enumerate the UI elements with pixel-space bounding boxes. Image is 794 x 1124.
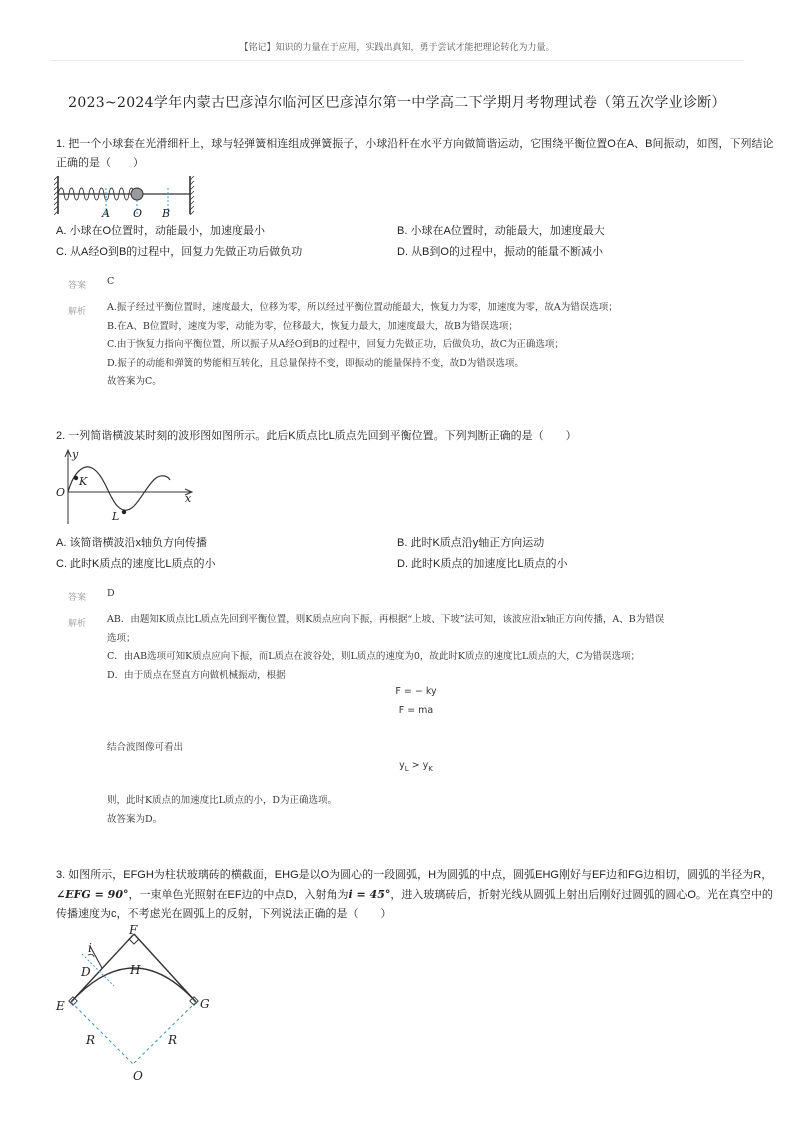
q3-label-H: H [130,963,141,977]
q2-analysis-line: AB．由题知K质点比L质点先回到平衡位置，则K质点应向下振，再根据“上坡、下坡”法可知，该波应沿x轴正方向传播，A、B为错误 [107,614,665,625]
q1-label-A: A [102,207,110,220]
q2-analysis [107,611,747,685]
q3-stem-line2 [56,885,773,905]
q2-label-O: O [56,486,66,499]
q3-label-D: D [81,965,91,979]
q3-angle-expr: ∠EFG = 90° [56,888,129,901]
q1-option-c[interactable]: C. 从A经O到B的过程中，回复力先做正功后做负功 [56,246,303,258]
q2-option-b[interactable]: B. 此时K质点沿y轴正方向运动 [397,537,545,549]
q2-stem: 2. 一列简谐横波某时刻的波形图如图所示。此后K质点比L质点先回到平衡位置。下列判断正确的是（ ） [56,430,577,442]
page-title: 2023~2024学年内蒙古巴彦淖尔临河区巴彦淖尔第一中学高二下学期月考物理试卷（第五次学业诊断） [68,95,726,111]
q1-answer: C [107,276,115,287]
q1-stem [56,135,774,173]
q3-glass-figure [54,924,224,1084]
q2-answer: D [107,588,115,599]
q1-analysis-line: C.由于恢复力指向平衡位置，所以振子从A经O到B的过程中，回复力先做正功，后做负功，故C为正确选项； [107,339,564,350]
q2-wave-figure [54,446,200,526]
q2-formula-3 [0,760,794,773]
q1-option-a[interactable]: A. 小球在O位置时，动能最小，加速度最小 [56,225,266,237]
q2-formula-2: F = ma [398,705,434,716]
q2-analysis-tail [107,792,747,829]
q2-analysis-line: 选项； [107,632,136,644]
q1-label-B: B [162,207,171,220]
q3-stem [56,866,773,924]
q3-stem-line3: 传播速度为c，不考虑光在圆弧上的反射，下列说法正确的是（ ） [56,908,392,920]
header-note: 【铭记】知识的力量在于应用，实践出真知，勇于尝试才能把理论转化为力量。 [239,43,555,53]
q2-analysis-line: 故答案为D。 [107,813,163,825]
q1-analysis-line: B.在A、B位置时，速度为零，动能为零，位移最大，恢复力最大，加速度最大，故B为错误选项； [107,320,518,332]
q1-analysis-line: D.振子的动能和弹簧的势能相互转化，且总量保持不变，即振动的能量保持不变，故D为错误选项。 [107,357,524,369]
q1-analysis-label: 解析 [68,307,87,317]
q3-label-O: O [133,1069,143,1083]
q2-option-c[interactable]: C. 此时K质点的速度比L质点的小 [56,558,216,570]
q2-label-x: x [185,492,192,505]
q3-stem-line2-pre: ，一束单色光照射在EF边的中点D，入射角为 [128,889,349,901]
q1-ball [131,188,143,200]
q3-radius-EO [71,1002,133,1064]
q2-label-y: y [72,448,79,461]
header-divider [50,60,744,61]
q2-formula-3-text: $y_L > y_K$ [399,760,433,773]
q2-wave-curve [68,467,170,510]
q3-label-G: G [200,997,210,1011]
q2-point-L [122,510,126,514]
q3-label-R-right: R [168,1033,178,1047]
q2-analysis-line: 则，此时K质点的加速度比L质点的小，D为正确选项。 [107,795,338,806]
q3-label-R-left: R [86,1033,96,1047]
q2-analysis-line: 结合波图像可看出 [107,742,184,753]
q2-option-a[interactable]: A. 该简谐横波沿x轴负方向传播 [56,537,207,549]
q1-answer-label: 答案 [68,281,87,291]
q1-stem-line1: 1. 把一个小球套在光滑细杆上，球与轻弹簧相连组成弹簧振子，小球沿杆在水平方向做简谐运动，它围绕平衡位置O在A、B间振动，如图，下列结论 [56,138,774,150]
q3-label-i: i [88,941,92,955]
q2-label-K: K [79,475,88,488]
q1-analysis-line: 故答案为C。 [107,376,162,387]
q2-option-d[interactable]: D. 此时K质点的加速度比L质点的小 [397,558,568,570]
q2-label-L: L [112,510,120,523]
q3-label-E: E [56,999,65,1013]
q1-option-d[interactable]: D. 从B到O的过程中，振动的能量不断减小 [397,246,603,258]
q1-stem-line2: 正确的是（ ） [56,157,144,169]
q1-spring-figure [54,174,196,220]
q3-radius-GO [133,1002,196,1064]
q3-stem-line2-post: ，进入玻璃砖后，折射光线从圆弧上射出后刚好过圆弧的圆心O。光在真空中的 [390,889,773,901]
q3-i-expr: i = 45° [348,888,391,901]
q1-option-b[interactable]: B. 小球在A位置时，动能最大，加速度最大 [397,225,605,237]
q2-formula-1: F = − ky [395,686,437,697]
q3-label-F: F [129,924,138,937]
q3-stem-line1: 3. 如图所示，EFGH为柱状玻璃砖的横截面，EHG是以O为圆心的一段圆弧，H为圆弧的中点，圆弧EHG刚好与EF边和FG边相切，圆弧的半径为R， [56,869,773,881]
q2-analysis-label: 解析 [68,619,87,629]
q1-analysis-line: A.振子经过平衡位置时，速度最大，位移为零，所以经过平衡位置动能最大，恢复力为零，加速度为零，故A为错误选项； [107,302,618,313]
q2-analysis-line: C．由AB选项可知K质点应向下振，而L质点在波谷处，则L质点的速度为0，故此时K质点的速度比L质点的大，C为错误选项； [107,651,641,662]
q2-point-K [74,476,78,480]
q1-analysis [107,299,747,392]
q3-right-angle-F [129,939,139,944]
q1-label-O: O [133,207,143,220]
q2-answer-label: 答案 [68,593,87,603]
q2-analysis-line: D．由于质点在竖直方向做机械振动，根据 [107,669,286,681]
